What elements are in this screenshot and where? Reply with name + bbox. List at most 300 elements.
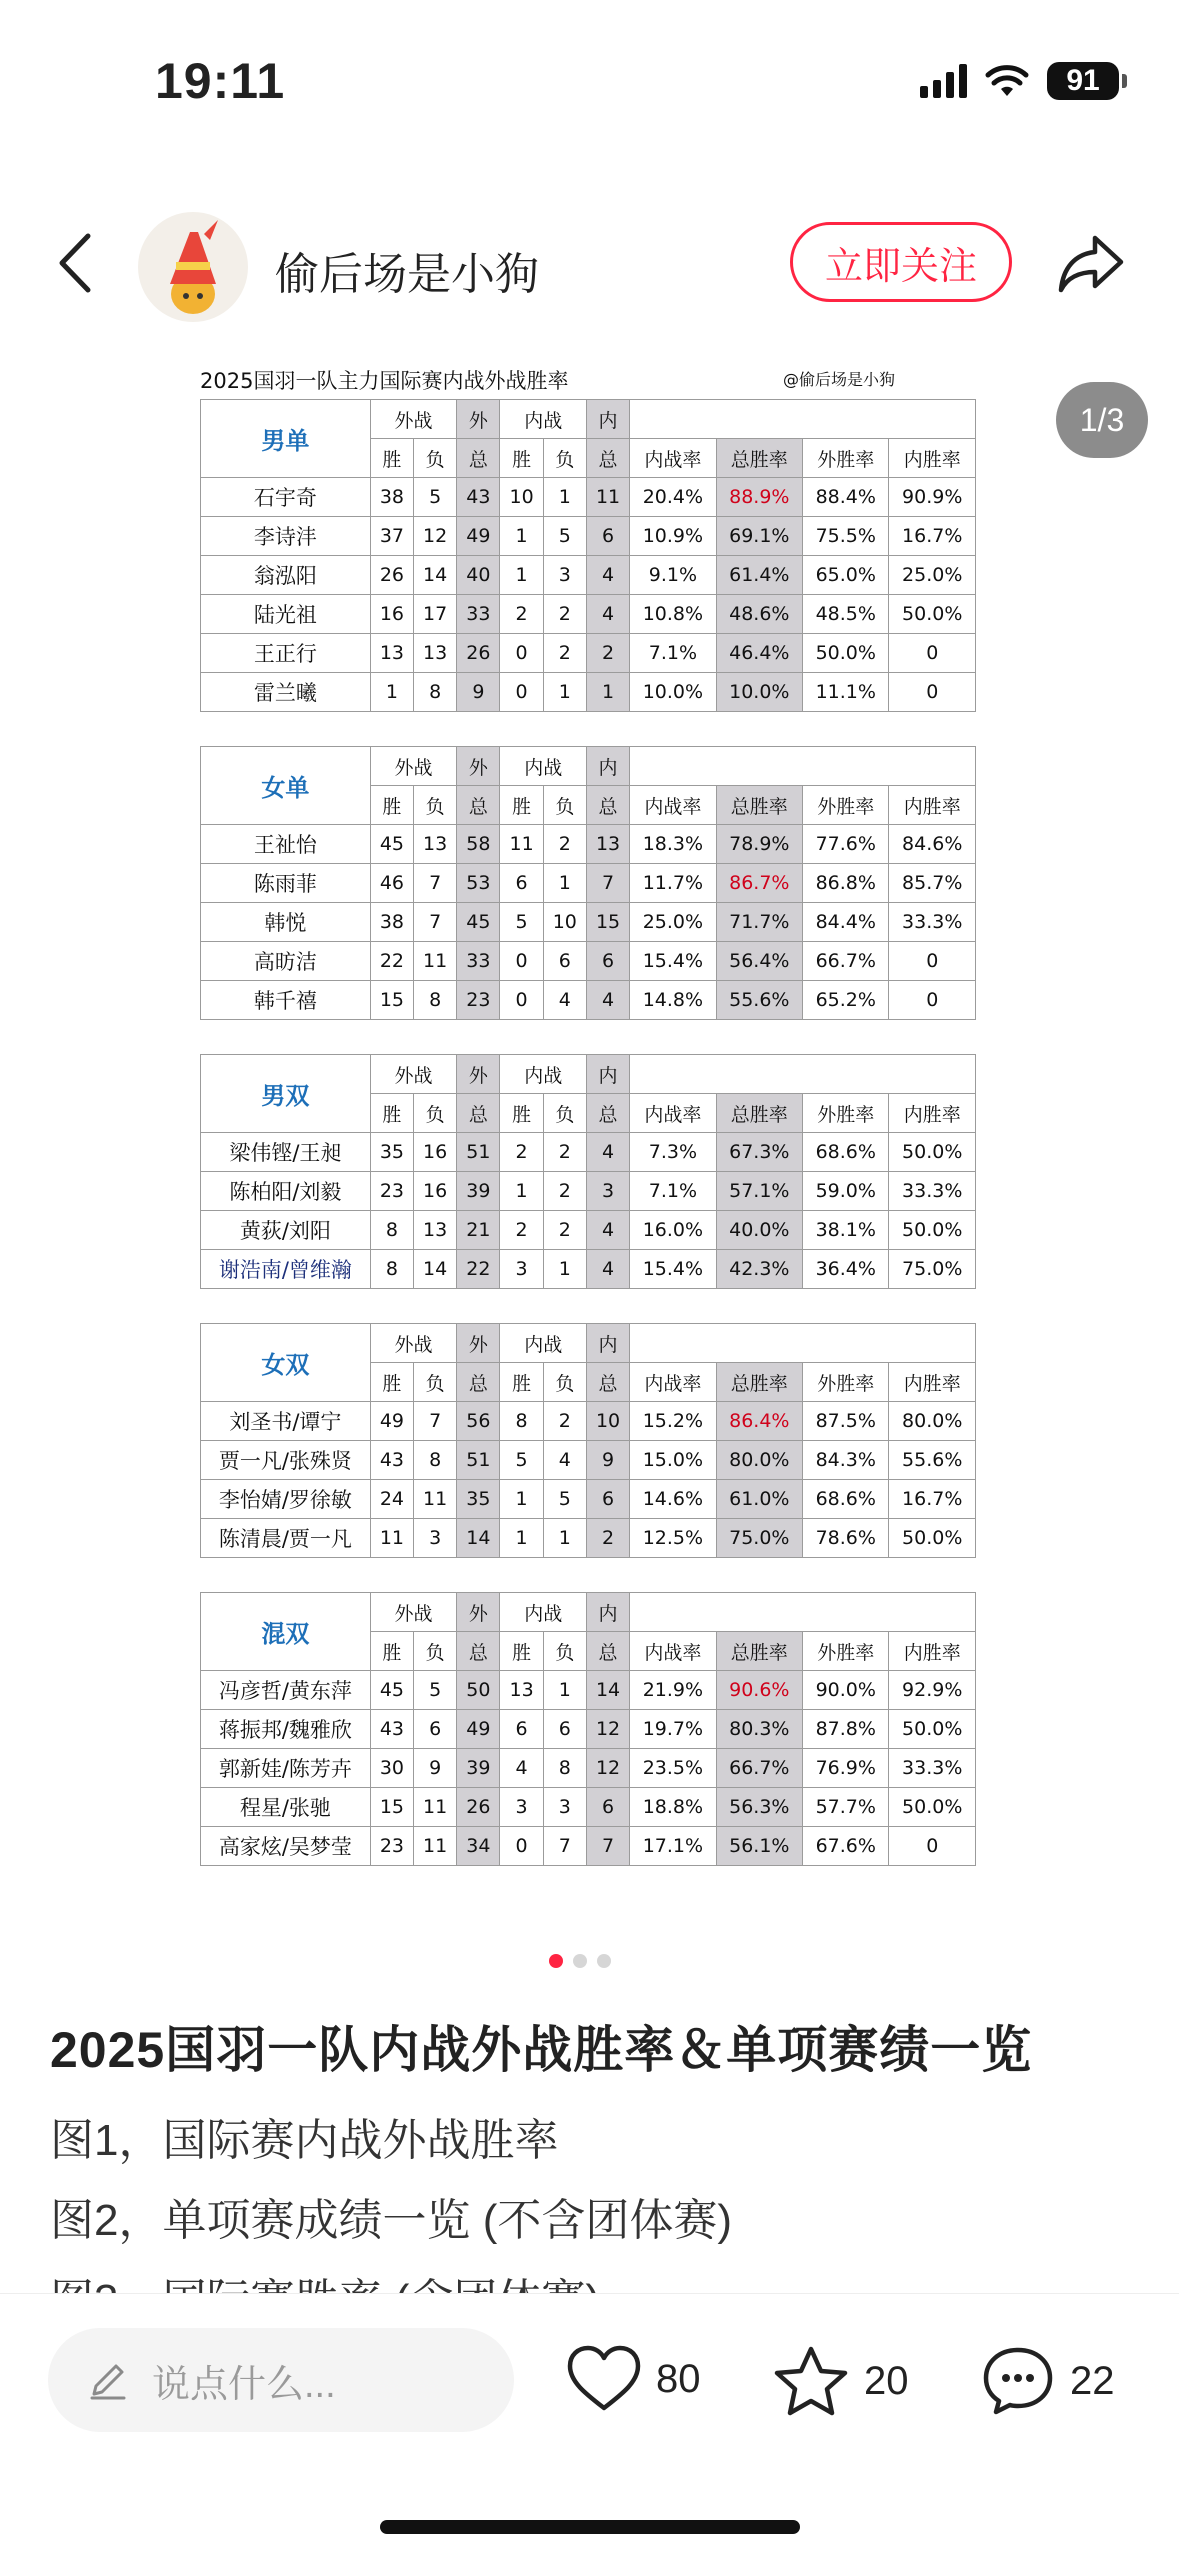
header-win: 胜 (500, 1094, 543, 1133)
header-inner: 内战 (500, 747, 586, 786)
header-inner-win-rate: 内胜率 (889, 1632, 976, 1671)
header-inner-rate: 内战率 (630, 786, 716, 825)
stat-value: 1 (543, 864, 586, 903)
player-name: 陆光祖 (201, 595, 371, 634)
avatar[interactable] (138, 212, 248, 322)
table-row (201, 903, 976, 942)
stat-value: 5 (543, 1480, 586, 1519)
header-total: 总 (586, 1363, 629, 1402)
stat-value: 1 (370, 673, 413, 712)
stat-value: 46 (370, 864, 413, 903)
table-row (201, 825, 976, 864)
stat-value: 14 (414, 556, 457, 595)
stat-value: 18.8% (630, 1788, 716, 1827)
header-loss: 负 (414, 1363, 457, 1402)
stat-value: 26 (457, 1788, 500, 1827)
stat-value: 9 (457, 673, 500, 712)
stat-value: 50 (457, 1671, 500, 1710)
stat-value: 50.0% (889, 595, 976, 634)
header-win: 胜 (370, 1632, 413, 1671)
stat-value: 1 (543, 1250, 586, 1289)
stat-value: 2 (543, 595, 586, 634)
header-win: 胜 (500, 439, 543, 478)
stat-value: 87.8% (803, 1710, 889, 1749)
stat-value: 86.8% (803, 864, 889, 903)
player-name: 李怡婧/罗徐敏 (201, 1480, 371, 1519)
header-blank (630, 1593, 976, 1632)
stat-value: 2 (543, 1402, 586, 1441)
table-row (201, 1441, 976, 1480)
back-arrow-icon[interactable] (48, 228, 108, 298)
stat-value: 85.7% (889, 864, 976, 903)
stat-value: 23.5% (630, 1749, 716, 1788)
table-row (201, 1480, 976, 1519)
stat-value: 66.7% (716, 1749, 802, 1788)
stat-value: 15.4% (630, 1250, 716, 1289)
header-inner-rate: 内战率 (630, 1632, 716, 1671)
stat-value: 39 (457, 1172, 500, 1211)
stat-value: 50.0% (889, 1788, 976, 1827)
header-outer-total: 外 (457, 747, 500, 786)
table-row (201, 478, 976, 517)
stat-value: 7 (414, 864, 457, 903)
stat-value: 43 (370, 1441, 413, 1480)
stat-value: 12 (586, 1710, 629, 1749)
stat-value: 7.1% (630, 1172, 716, 1211)
stat-value: 1 (543, 1519, 586, 1558)
stat-value: 2 (543, 1172, 586, 1211)
stat-value: 0 (500, 1827, 543, 1866)
stat-value: 36.4% (803, 1250, 889, 1289)
stat-value: 6 (500, 1710, 543, 1749)
stat-value: 8 (414, 1441, 457, 1480)
stat-value: 4 (586, 595, 629, 634)
stat-value: 57.1% (716, 1172, 802, 1211)
header-outer: 外战 (370, 1324, 456, 1363)
stat-value: 11 (414, 1827, 457, 1866)
stat-value: 13 (586, 825, 629, 864)
stats-table (200, 1323, 976, 1558)
stat-value: 7 (414, 903, 457, 942)
comment-button[interactable] (980, 2344, 1115, 2418)
stat-value: 68.6% (803, 1480, 889, 1519)
header-inner: 内战 (500, 1324, 586, 1363)
player-name: 李诗沣 (201, 517, 371, 556)
header-loss: 负 (414, 1094, 457, 1133)
header-outer-total: 外 (457, 1055, 500, 1094)
table-row (201, 1250, 976, 1289)
stat-value: 10 (543, 903, 586, 942)
header-inner-rate: 内战率 (630, 439, 716, 478)
header-inner-win-rate: 内胜率 (889, 439, 976, 478)
stat-value: 8 (500, 1402, 543, 1441)
stat-value: 33.3% (889, 1749, 976, 1788)
stat-value: 7.1% (630, 634, 716, 673)
stat-value: 1 (500, 517, 543, 556)
stat-value: 39 (457, 1749, 500, 1788)
header-inner-total: 内 (586, 400, 629, 439)
category-label: 混双 (201, 1593, 371, 1671)
stat-value: 33.3% (889, 1172, 976, 1211)
stat-value: 23 (370, 1172, 413, 1211)
stat-value: 16 (414, 1133, 457, 1172)
stat-value: 88.9% (716, 478, 802, 517)
like-button[interactable] (566, 2344, 701, 2414)
stat-value: 35 (457, 1480, 500, 1519)
stat-value: 50.0% (889, 1710, 976, 1749)
category-label: 女双 (201, 1324, 371, 1402)
header-outer-total: 外 (457, 1324, 500, 1363)
stat-value: 26 (457, 634, 500, 673)
stat-value: 0 (500, 634, 543, 673)
stat-value: 2 (500, 1211, 543, 1250)
header-blank (630, 1055, 976, 1094)
carousel-dot-active (549, 1954, 563, 1968)
player-name: 翁泓阳 (201, 556, 371, 595)
stat-value: 2 (543, 634, 586, 673)
player-name: 冯彦哲/黄东萍 (201, 1671, 371, 1710)
stat-value: 43 (370, 1710, 413, 1749)
collect-button[interactable] (772, 2344, 909, 2418)
stat-value: 10 (500, 478, 543, 517)
stat-value: 3 (586, 1172, 629, 1211)
stat-value: 66.7% (803, 942, 889, 981)
stat-value: 67.3% (716, 1133, 802, 1172)
stat-value: 67.6% (803, 1827, 889, 1866)
heart-icon (566, 2344, 642, 2414)
carousel-dot (597, 1954, 611, 1968)
player-name: 谢浩南/曾维瀚 (201, 1250, 371, 1289)
header-inner-total: 内 (586, 747, 629, 786)
header-win: 胜 (500, 786, 543, 825)
post-line-1: 图1，国际赛内战外战胜率 (50, 2116, 559, 2165)
post-line-2: 图2，单项赛成绩一览 (不含团体赛) (50, 2196, 732, 2245)
header-outer-rate: 外胜率 (803, 786, 889, 825)
stats-table (200, 1054, 976, 1289)
stat-value: 49 (457, 1710, 500, 1749)
stat-value: 23 (370, 1827, 413, 1866)
stat-value: 75.0% (716, 1519, 802, 1558)
stat-value: 1 (500, 1172, 543, 1211)
header-win: 胜 (500, 1632, 543, 1671)
stat-value: 49 (370, 1402, 413, 1441)
stat-value: 84.6% (889, 825, 976, 864)
header-total-rate: 总胜率 (716, 439, 802, 478)
header-blank (630, 747, 976, 786)
post-header (0, 200, 1179, 330)
stat-value: 68.6% (803, 1133, 889, 1172)
stat-value: 12 (414, 517, 457, 556)
stat-value: 5 (414, 478, 457, 517)
stat-value: 11 (414, 1480, 457, 1519)
header-loss: 负 (543, 439, 586, 478)
table-row (201, 634, 976, 673)
stat-value: 56 (457, 1402, 500, 1441)
stat-value: 92.9% (889, 1671, 976, 1710)
table-row (201, 1827, 976, 1866)
stat-value: 24 (370, 1480, 413, 1519)
sheet-title: 2025国羽一队主力国际赛内战外战胜率 (200, 369, 569, 393)
post-title: 2025国羽一队内战外战胜率＆单项赛绩一览 (50, 2022, 1033, 2078)
stat-value: 38.1% (803, 1211, 889, 1250)
header-total: 总 (457, 439, 500, 478)
stat-value: 43 (457, 478, 500, 517)
comment-input[interactable] (48, 2328, 514, 2432)
stat-value: 6 (500, 864, 543, 903)
stat-value: 8 (414, 981, 457, 1020)
stat-value: 49 (457, 517, 500, 556)
stat-value: 80.0% (716, 1441, 802, 1480)
player-name: 陈清晨/贾一凡 (201, 1519, 371, 1558)
stat-value: 4 (500, 1749, 543, 1788)
header-win: 胜 (370, 439, 413, 478)
stat-value: 86.7% (716, 864, 802, 903)
stats-table (200, 1592, 976, 1866)
stat-value: 6 (543, 942, 586, 981)
stat-value: 77.6% (803, 825, 889, 864)
stat-value: 90.0% (803, 1671, 889, 1710)
bottom-action-bar (0, 2293, 1179, 2557)
header-outer: 外战 (370, 1055, 456, 1094)
header-outer-rate: 外胜率 (803, 1363, 889, 1402)
stat-value: 2 (500, 595, 543, 634)
stat-value: 34 (457, 1827, 500, 1866)
stat-value: 58 (457, 825, 500, 864)
stat-value: 2 (586, 634, 629, 673)
page-indicator: 1/3 (1056, 382, 1148, 458)
stat-value: 42.3% (716, 1250, 802, 1289)
stat-value: 2 (543, 825, 586, 864)
header-outer-rate: 外胜率 (803, 1632, 889, 1671)
header-total: 总 (586, 1632, 629, 1671)
stat-value: 90.6% (716, 1671, 802, 1710)
header-inner-win-rate: 内胜率 (889, 1094, 976, 1133)
stat-value: 20.4% (630, 478, 716, 517)
header-total-rate: 总胜率 (716, 786, 802, 825)
stat-value: 75.5% (803, 517, 889, 556)
stat-value: 13 (414, 825, 457, 864)
stat-value: 6 (586, 1480, 629, 1519)
table-row (201, 1133, 976, 1172)
category-label: 女单 (201, 747, 371, 825)
stat-value: 75.0% (889, 1250, 976, 1289)
player-name: 高昉洁 (201, 942, 371, 981)
stat-value: 15 (370, 1788, 413, 1827)
status-time: 19:11 (155, 53, 286, 109)
stat-value: 23 (457, 981, 500, 1020)
carousel-dot (573, 1954, 587, 1968)
table-row (201, 1211, 976, 1250)
stat-value: 6 (586, 517, 629, 556)
table-row (201, 1749, 976, 1788)
header-inner-total: 内 (586, 1055, 629, 1094)
stat-value: 4 (543, 981, 586, 1020)
stat-value: 7.3% (630, 1133, 716, 1172)
stat-value: 7 (414, 1402, 457, 1441)
stat-value: 11 (414, 942, 457, 981)
header-total: 总 (457, 1363, 500, 1402)
stat-value: 10.9% (630, 517, 716, 556)
follow-button[interactable]: 立即关注 (790, 222, 1012, 302)
header-outer-rate: 外胜率 (803, 1094, 889, 1133)
stat-value: 56.4% (716, 942, 802, 981)
stat-value: 59.0% (803, 1172, 889, 1211)
stat-value: 3 (500, 1250, 543, 1289)
stat-value: 16.7% (889, 517, 976, 556)
stat-value: 2 (543, 1133, 586, 1172)
stat-value: 15 (370, 981, 413, 1020)
stat-value: 15.0% (630, 1441, 716, 1480)
stat-value: 38 (370, 903, 413, 942)
header-inner-total: 内 (586, 1324, 629, 1363)
player-name: 韩千禧 (201, 981, 371, 1020)
header-outer: 外战 (370, 400, 456, 439)
stat-value: 1 (543, 478, 586, 517)
stats-sheet (200, 365, 980, 1900)
category-label: 男单 (201, 400, 371, 478)
stat-value: 33 (457, 595, 500, 634)
stat-value: 9 (586, 1441, 629, 1480)
stat-value: 14.6% (630, 1480, 716, 1519)
stat-value: 13 (414, 634, 457, 673)
player-name: 梁伟铿/王昶 (201, 1133, 371, 1172)
star-count: 20 (864, 2358, 909, 2403)
header-outer: 外战 (370, 747, 456, 786)
header-loss: 负 (543, 786, 586, 825)
stat-value: 2 (586, 1519, 629, 1558)
player-name: 王祉怡 (201, 825, 371, 864)
stat-value: 15 (586, 903, 629, 942)
stat-value: 50.0% (889, 1519, 976, 1558)
header-inner-rate: 内战率 (630, 1363, 716, 1402)
header-total-rate: 总胜率 (716, 1363, 802, 1402)
header-blank (630, 1324, 976, 1363)
stat-value: 69.1% (716, 517, 802, 556)
stat-value: 16.0% (630, 1211, 716, 1250)
table-row (201, 556, 976, 595)
stat-value: 45 (370, 825, 413, 864)
header-inner-rate: 内战率 (630, 1094, 716, 1133)
stat-value: 4 (586, 1211, 629, 1250)
stat-value: 11 (586, 478, 629, 517)
stat-value: 3 (414, 1519, 457, 1558)
stat-value: 1 (500, 1519, 543, 1558)
comment-count: 22 (1070, 2358, 1115, 2403)
stat-value: 3 (543, 1788, 586, 1827)
header-blank (630, 400, 976, 439)
star-icon (772, 2344, 850, 2418)
table-row (201, 981, 976, 1020)
player-name: 程星/张驰 (201, 1788, 371, 1827)
stat-value: 17 (414, 595, 457, 634)
stat-value: 11.1% (803, 673, 889, 712)
stat-value: 4 (586, 556, 629, 595)
watermark: @偷后场是小狗 (783, 370, 896, 389)
header-loss: 负 (543, 1094, 586, 1133)
stat-value: 14 (586, 1671, 629, 1710)
share-icon[interactable] (1055, 230, 1127, 298)
stat-value: 90.9% (889, 478, 976, 517)
author-name[interactable]: 偷后场是小狗 (275, 250, 539, 299)
header-loss: 负 (414, 786, 457, 825)
table-row (201, 1519, 976, 1558)
stat-value: 8 (543, 1749, 586, 1788)
stat-value: 25.0% (889, 556, 976, 595)
stat-value: 50.0% (889, 1211, 976, 1250)
header-total: 总 (586, 1094, 629, 1133)
stat-value: 88.4% (803, 478, 889, 517)
stat-value: 57.7% (803, 1788, 889, 1827)
stat-value: 16.7% (889, 1480, 976, 1519)
player-name: 贾一凡/张殊贤 (201, 1441, 371, 1480)
header-inner: 内战 (500, 1055, 586, 1094)
stat-value: 30 (370, 1749, 413, 1788)
stat-value: 1 (500, 1480, 543, 1519)
battery-icon: 91 (1047, 62, 1119, 100)
stat-value: 55.6% (889, 1441, 976, 1480)
stat-value: 7 (586, 1827, 629, 1866)
stat-value: 21 (457, 1211, 500, 1250)
stat-value: 11.7% (630, 864, 716, 903)
stat-value: 40.0% (716, 1211, 802, 1250)
stat-value: 14 (457, 1519, 500, 1558)
header-inner: 内战 (500, 400, 586, 439)
stat-value: 2 (543, 1211, 586, 1250)
header-win: 胜 (500, 1363, 543, 1402)
stat-value: 17.1% (630, 1827, 716, 1866)
player-name: 陈雨菲 (201, 864, 371, 903)
table-row (201, 595, 976, 634)
stat-value: 65.2% (803, 981, 889, 1020)
stat-value: 45 (370, 1671, 413, 1710)
stat-value: 4 (543, 1441, 586, 1480)
stat-value: 48.5% (803, 595, 889, 634)
stat-value: 78.6% (803, 1519, 889, 1558)
stat-value: 61.4% (716, 556, 802, 595)
stat-value: 0 (889, 673, 976, 712)
stat-value: 0 (500, 673, 543, 712)
stat-value: 0 (889, 981, 976, 1020)
stat-value: 53 (457, 864, 500, 903)
stat-value: 6 (586, 942, 629, 981)
stat-value: 8 (370, 1211, 413, 1250)
header-inner: 内战 (500, 1593, 586, 1632)
stat-value: 2 (500, 1133, 543, 1172)
stat-value: 7 (543, 1827, 586, 1866)
player-name: 郭新娃/陈芳卉 (201, 1749, 371, 1788)
header-total: 总 (586, 786, 629, 825)
player-name: 陈柏阳/刘毅 (201, 1172, 371, 1211)
stat-value: 84.4% (803, 903, 889, 942)
wifi-icon (985, 64, 1029, 98)
stat-value: 14.8% (630, 981, 716, 1020)
comment-placeholder: 说点什么... (152, 2363, 336, 2406)
header-total: 总 (586, 439, 629, 478)
stat-value: 15.4% (630, 942, 716, 981)
stat-value: 6 (586, 1788, 629, 1827)
cellular-signal-icon (920, 64, 967, 98)
status-bar (0, 0, 1179, 150)
header-outer: 外战 (370, 1593, 456, 1632)
table-row (201, 1671, 976, 1710)
stat-value: 16 (414, 1172, 457, 1211)
carousel-dots (549, 1954, 611, 1968)
stat-value: 6 (414, 1710, 457, 1749)
stat-value: 1 (500, 556, 543, 595)
header-loss: 负 (414, 1632, 457, 1671)
stat-value: 33.3% (889, 903, 976, 942)
stat-value: 25.0% (630, 903, 716, 942)
